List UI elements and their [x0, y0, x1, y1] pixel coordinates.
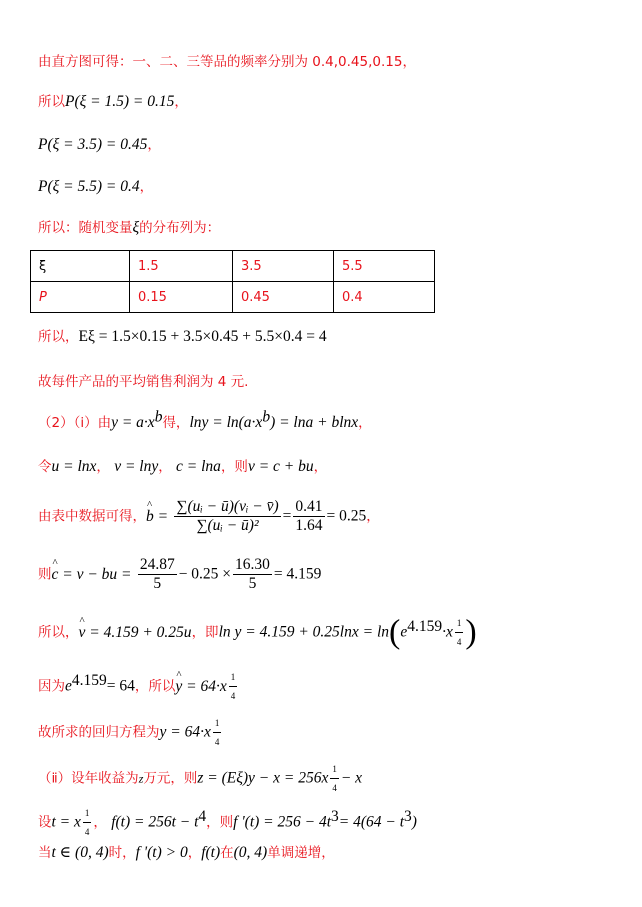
line-expectation [38, 327, 327, 347]
exponent-4: 4 [198, 808, 207, 825]
line-prob-3 [38, 177, 153, 197]
minus-term: − 0.25 × [178, 565, 232, 583]
line-frequencies [38, 52, 416, 72]
exponent-b: b [154, 408, 163, 426]
expectation-formula: Eξ = 1.5×0.15 + 3.5×0.45 + 5.5×0.4 = 4 [78, 328, 327, 345]
paren-close: ) [465, 613, 477, 651]
line-substitution [38, 457, 327, 477]
then-label: ，则 [206, 814, 234, 831]
b-hat: ^ b = [146, 507, 168, 527]
distribution-label: 的分布列为： [139, 220, 221, 236]
distribution-table [30, 250, 435, 313]
so-label: 所以， [38, 624, 79, 641]
equals: = [282, 507, 292, 525]
fraction-denominator: 4 [332, 783, 337, 793]
line-annual-income [38, 760, 362, 797]
line-intercept [38, 556, 321, 593]
from-table-label: 由表中数据可得， [38, 508, 146, 525]
income-tail: − x [340, 769, 363, 787]
fraction-numerator: 16.30 [235, 556, 270, 573]
table-cell: 5.5 [334, 251, 435, 282]
exponent-quarter [229, 668, 238, 705]
comma: ， [96, 459, 110, 475]
increasing-label: 单调递增， [267, 845, 335, 861]
slope-result: = 0.25 [326, 507, 367, 525]
line-distribution-intro [38, 218, 220, 238]
intercept-formula: ^ c = v − bu = [52, 565, 132, 585]
paren-close: ) [411, 813, 417, 831]
e-exponent: 4.159 [71, 672, 107, 689]
prob-xi-1-5: P(ξ = 1.5) = 0.15 [65, 93, 175, 110]
comma: ， [174, 94, 188, 110]
comma: ， [158, 459, 172, 475]
v-definition: v = lny [114, 458, 159, 475]
line-monotonic [38, 843, 335, 863]
paren-open: ( [389, 613, 401, 651]
derivative-formula: f '(t) = 256 − 4t [233, 813, 332, 831]
average-profit-statement: 故每件产品的平均销售利润为 4 元. [38, 374, 249, 390]
slope-denominator: ∑(uᵢ − ū)² [196, 517, 259, 534]
y-hat-model: ^ y = 64·x [175, 677, 226, 697]
t-substitution: t = x [51, 813, 81, 831]
frequency-statement: 由直方图可得：一、二、三等品的频率分别为 0.4,0.45,0.15， [38, 54, 416, 70]
fraction-denominator: 4 [230, 691, 236, 701]
log-formula-lhs: lny = ln(a·x [189, 414, 263, 431]
comma: ， [366, 508, 380, 525]
fraction-numerator: 1 [83, 804, 92, 823]
line-log-transform [38, 408, 372, 433]
e-base: e [65, 677, 72, 695]
line-exp-value [38, 668, 239, 705]
let-label: 令 [38, 459, 52, 475]
exponent-3: 3 [404, 808, 412, 825]
intercept-fraction-2 [233, 556, 272, 593]
table-cell: 0.45 [233, 282, 334, 313]
table-cell: 0.15 [130, 282, 233, 313]
v-hat-equation: ^ v = 4.159 + 0.25u [79, 623, 192, 643]
interval: (0, 4) [233, 844, 268, 861]
so-label: ，所以 [134, 678, 176, 695]
exponent-quarter [83, 804, 92, 841]
line-final-regression [38, 714, 223, 751]
income-formula: z = (Eξ)y − x = 256x [197, 769, 329, 787]
log-formula-rhs: ) = lna + blnx [270, 414, 359, 431]
fraction-denominator: 4 [214, 737, 220, 747]
when-label: 当 [38, 845, 52, 861]
x-term: ·x [442, 623, 453, 641]
comma: ， [139, 179, 154, 195]
z-symbol: z [138, 771, 144, 786]
part-ii-label: （ⅱ）设年收益为 [38, 770, 139, 787]
e-exponent: 4.159 [407, 618, 443, 635]
derivative-positive: f '(t) > 0 [135, 844, 188, 861]
line-prob-1 [38, 92, 188, 112]
comma: ， [313, 459, 328, 475]
random-variable-label: 所以：随机变量 [38, 220, 133, 236]
f-t: f(t) [201, 844, 221, 861]
fraction-denominator: 1.64 [295, 517, 323, 534]
table-cell: ξ [31, 251, 130, 282]
fraction-denominator: 5 [248, 575, 257, 592]
in-label: 在 [220, 845, 234, 861]
regression-label: 故所求的回归方程为 [38, 724, 160, 741]
regression-equation: y = 64·x [159, 723, 211, 741]
prob-xi-5-5: P(ξ = 5.5) = 0.4 [38, 178, 140, 195]
namely-label: ，即 [191, 624, 219, 641]
so-label: 所以， [38, 329, 79, 345]
table-cell: 1.5 [130, 251, 233, 282]
time-label: 时， [108, 845, 136, 861]
part-2-label: （2）（ⅰ）由 [38, 415, 112, 431]
comma: ， [93, 814, 107, 831]
fraction-numerator: 24.87 [139, 556, 175, 573]
table-row [31, 251, 435, 282]
table-cell: 3.5 [233, 251, 334, 282]
fraction-numerator: 1 [213, 714, 222, 733]
comma: ， [147, 137, 161, 153]
exponent-quarter [330, 760, 339, 797]
so-label: 所以 [38, 94, 65, 110]
exponent-quarter [213, 714, 222, 751]
fraction-denominator: 5 [153, 575, 162, 592]
slope-fraction [174, 498, 280, 535]
then-label: ，则 [220, 459, 248, 475]
exponent-3: 3 [331, 808, 339, 825]
u-definition: u = lnx [51, 458, 97, 475]
wan-yuan-label: 万元，则 [143, 770, 198, 787]
fraction-denominator: 4 [456, 637, 462, 647]
fraction-numerator: 1 [455, 614, 464, 633]
fraction-denominator: 4 [84, 827, 90, 837]
e-base: e [400, 623, 408, 641]
exp-value: = 64 [106, 677, 135, 695]
slope-value-fraction [293, 498, 324, 535]
line-regression-log [38, 614, 477, 651]
t-interval: t ∈ (0, 4) [51, 844, 109, 861]
table-row [31, 282, 435, 313]
model-formula: y = a·x [111, 414, 155, 431]
exponent-b: b [262, 408, 271, 426]
c-definition: c = lna [176, 458, 221, 475]
slope-numerator: ∑(uᵢ − ū)(vᵢ − v̄) [176, 498, 279, 515]
derivative-factored: = 4(64 − t [338, 813, 405, 831]
exponent-quarter [455, 614, 464, 651]
line-average-profit [38, 372, 248, 392]
intercept-result: = 4.159 [273, 565, 322, 583]
obtain-label: 得， [162, 415, 190, 431]
table-cell: 0.4 [334, 282, 435, 313]
comma: ， [187, 845, 202, 861]
because-label: 因为 [38, 678, 65, 695]
table-cell: P [31, 282, 130, 313]
then-label: 则 [38, 566, 52, 583]
comma: ， [358, 415, 372, 431]
fraction-numerator: 0.41 [295, 498, 323, 515]
set-label: 设 [38, 814, 52, 831]
line-derivative [38, 804, 417, 841]
log-regression: ln y = 4.159 + 0.25lnx = ln [218, 623, 389, 641]
fraction-numerator: 1 [229, 668, 238, 687]
line-prob-2 [38, 135, 161, 155]
prob-xi-3-5: P(ξ = 3.5) = 0.45 [38, 136, 148, 153]
xi-symbol: ξ [132, 219, 140, 236]
fraction-numerator: 1 [330, 760, 339, 779]
intercept-fraction-1 [138, 556, 177, 593]
line-slope-estimate [38, 498, 380, 535]
f-t-formula: f(t) = 256t − t [111, 813, 199, 831]
linear-model: v = c + bu [247, 458, 314, 475]
